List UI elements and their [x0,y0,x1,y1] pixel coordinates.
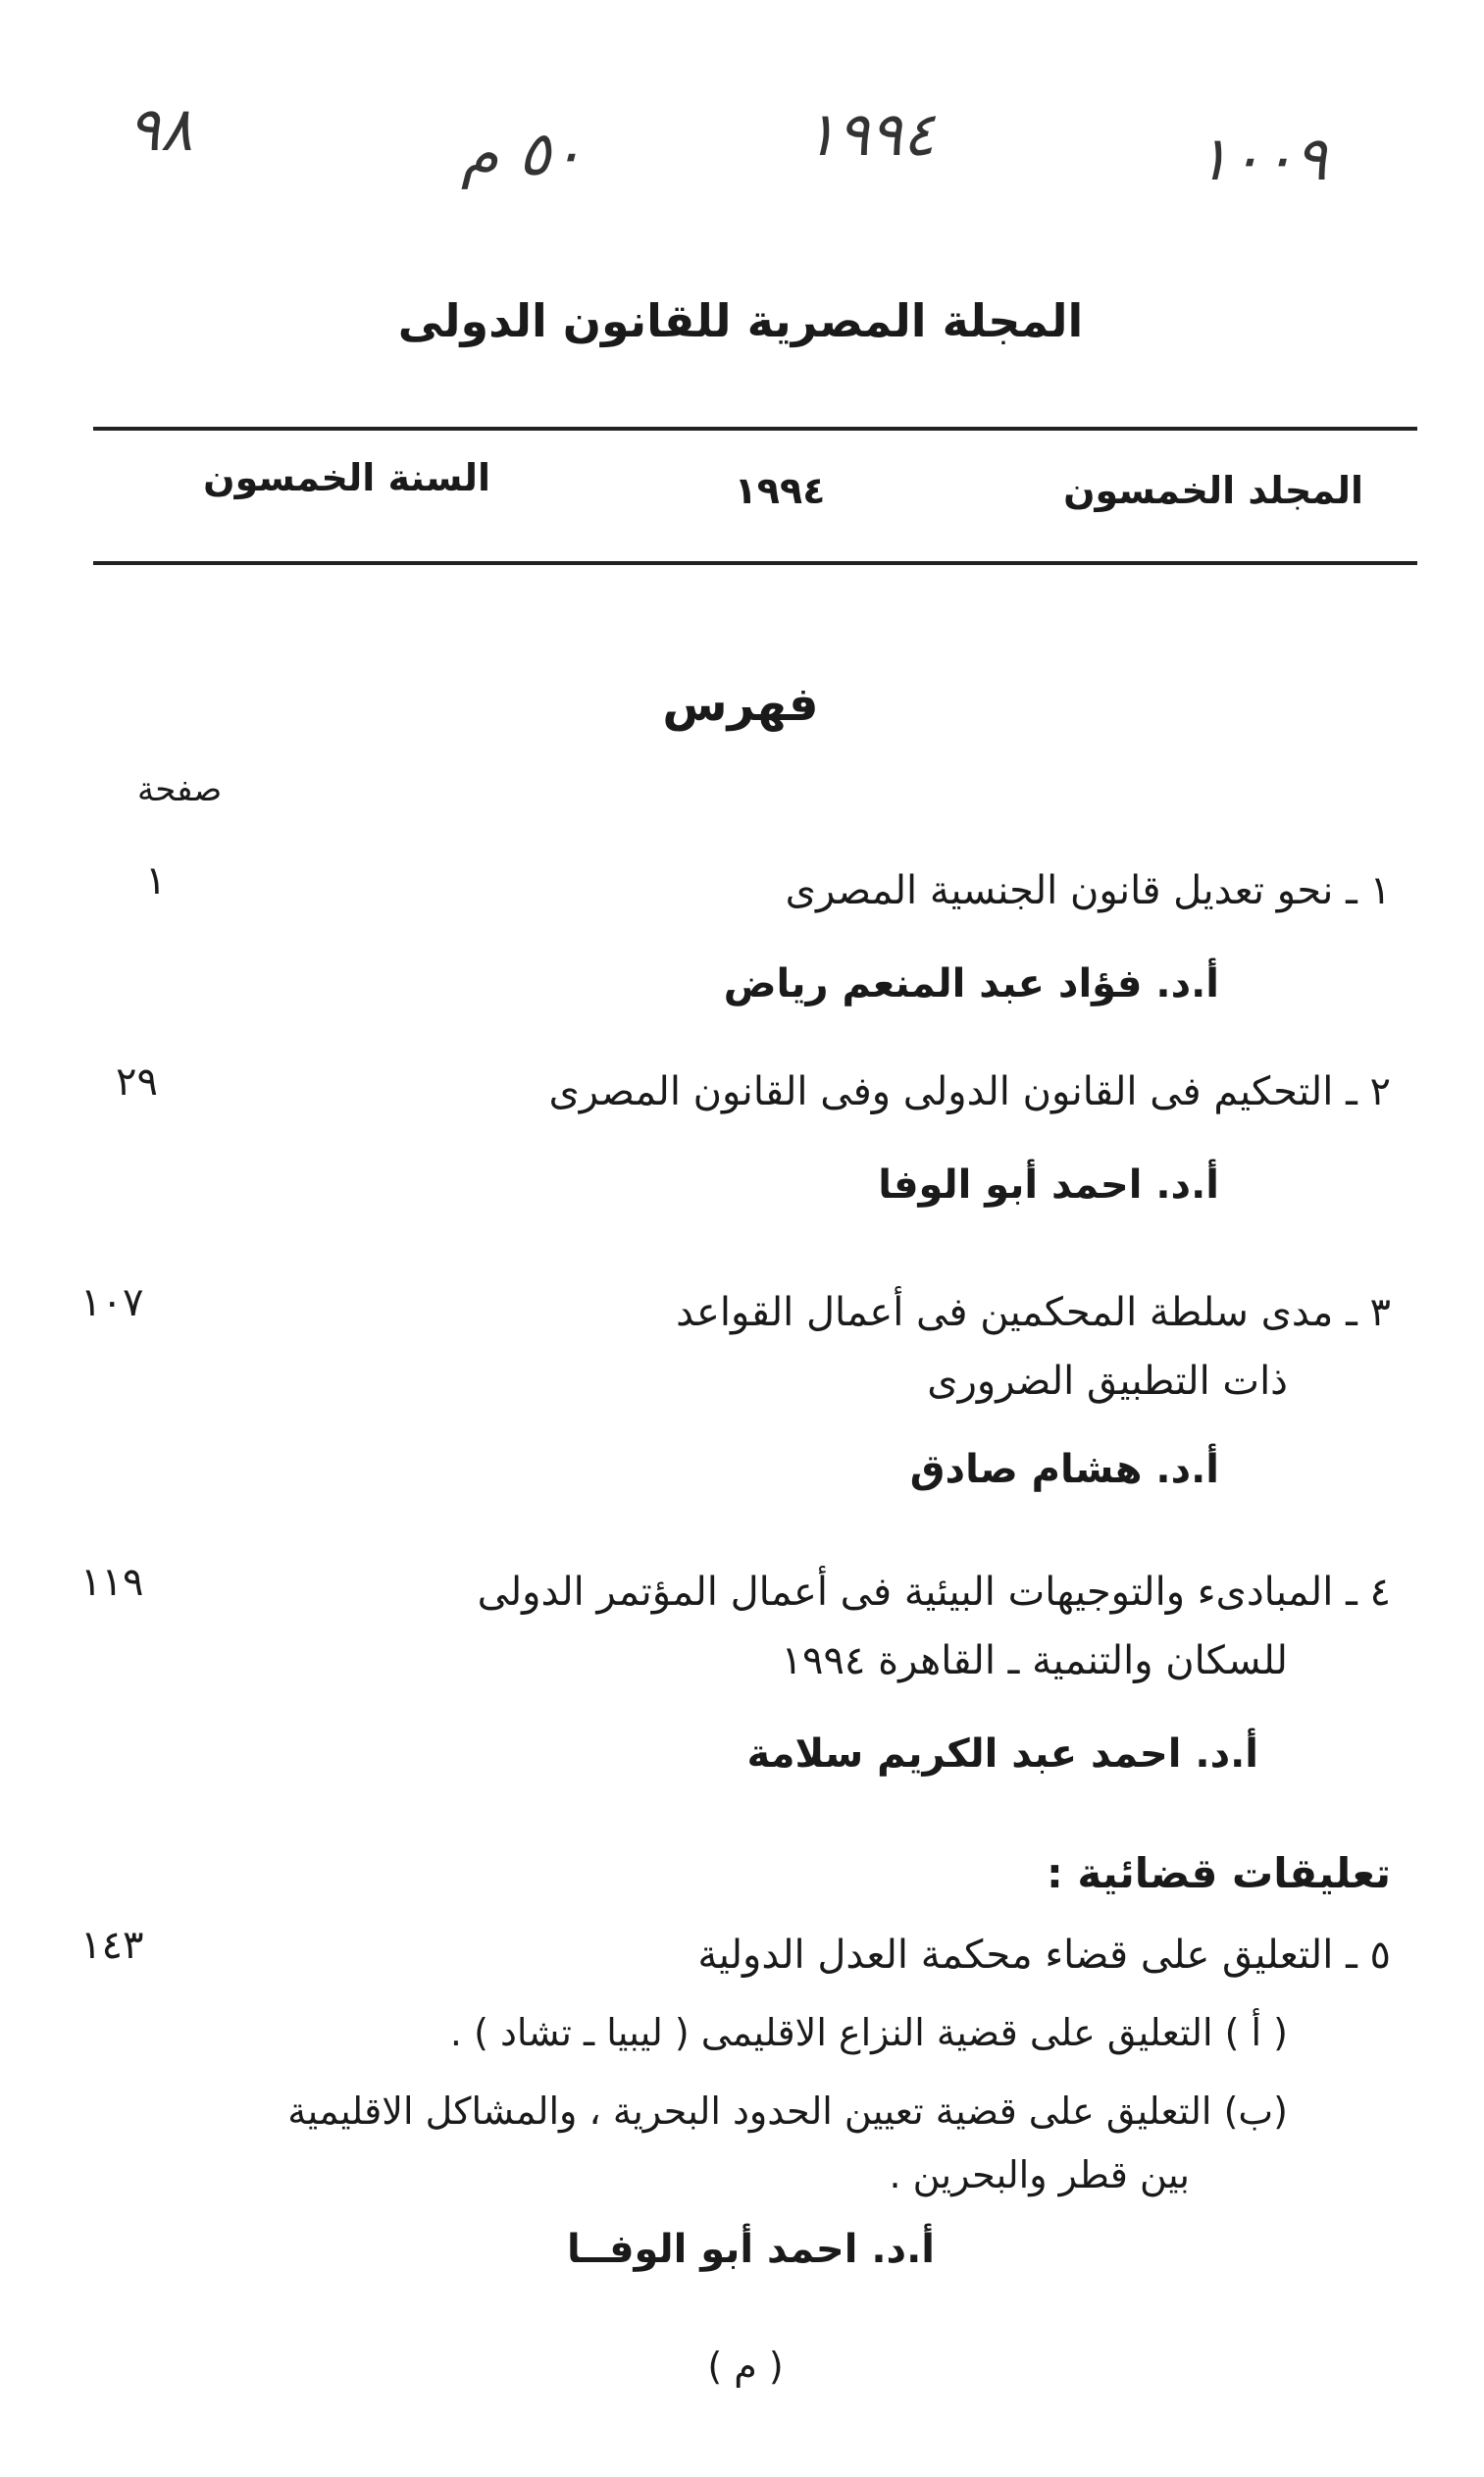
toc-entry-2-author: أ.د. احمد أبو الوفا [878,1162,1219,1208]
toc-entry-5-sub-b-cont: بين قطر والبحرين . [889,2153,1190,2196]
toc-entry-4-title-cont: للسكان والتنمية ـ القاهرة ١٩٩٤ [781,1638,1288,1683]
handwritten-year: ١٩٩٤ [804,98,936,170]
bottom-rule [93,561,1417,565]
toc-entry-1-author: أ.د. فؤاد عبد المنعم رياض [723,961,1219,1006]
toc-entry-3-title: ٣ ـ مدى سلطة المحكمين فى أعمال القواعد [676,1290,1391,1335]
handwritten-left-number: ٩٨ [128,93,193,165]
handwritten-right-number: ١٠٠٩ [1197,123,1328,194]
toc-entry-2-title: ٢ ـ التحكيم فى القانون الدولى وفى القانون المصرى [548,1069,1391,1114]
handwritten-volume-mark: ٥٠ م [461,118,584,189]
toc-entry-3-author: أ.د. هشام صادق [909,1447,1219,1492]
toc-entry-5-page: ١٤٣ [80,1923,144,1968]
volume-label: المجلد الخمسون [1063,469,1363,512]
toc-entry-3-title-cont: ذات التطبيق الضرورى [927,1359,1288,1404]
page-marker: ( م ) [707,2345,784,2388]
toc-entry-5-sub-b: (ب) التعليق على قضية تعيين الحدود البحرية ، والمشاكل الاقليمية [287,2090,1288,2133]
toc-entry-3-page: ١٠٧ [80,1280,144,1325]
toc-entry-5-author: أ.د. احمد أبو الوفــا [566,2227,935,2272]
toc-entry-4-author: أ.د. احمد عبد الكريم سلامة [746,1731,1258,1777]
judicial-section-heading: تعليقات قضائية : [1046,1849,1391,1897]
top-rule [93,427,1417,431]
masthead-year: ١٩٩٤ [734,469,826,512]
toc-entry-1-title: ١ ـ نحو تعديل قانون الجنسية المصرى [785,868,1391,913]
toc-entry-4-page: ١١٩ [80,1560,144,1605]
toc-entry-2-page: ٢٩ [116,1059,158,1105]
edition-year-label: السنة الخمسون [203,456,490,499]
toc-entry-1-page: ١ [145,858,167,903]
journal-title: المجلة المصرية للقانون الدولى [397,294,1084,347]
toc-heading [549,677,932,732]
page-column-label: صفحة [137,770,223,809]
toc-entry-4-title: ٤ ـ المبادىء والتوجيهات البيئية فى أعمال المؤتمر الدولى [477,1570,1391,1615]
toc-entry-5-sub-a: ( أ ) التعليق على قضية النزاع الاقليمى ( ليبيا ـ تشاد ) . [449,2011,1288,2054]
toc-heading-text: فهرس [662,677,819,732]
toc-entry-5-title: ٥ ـ التعليق على قضاء محكمة العدل الدولية [697,1933,1391,1978]
